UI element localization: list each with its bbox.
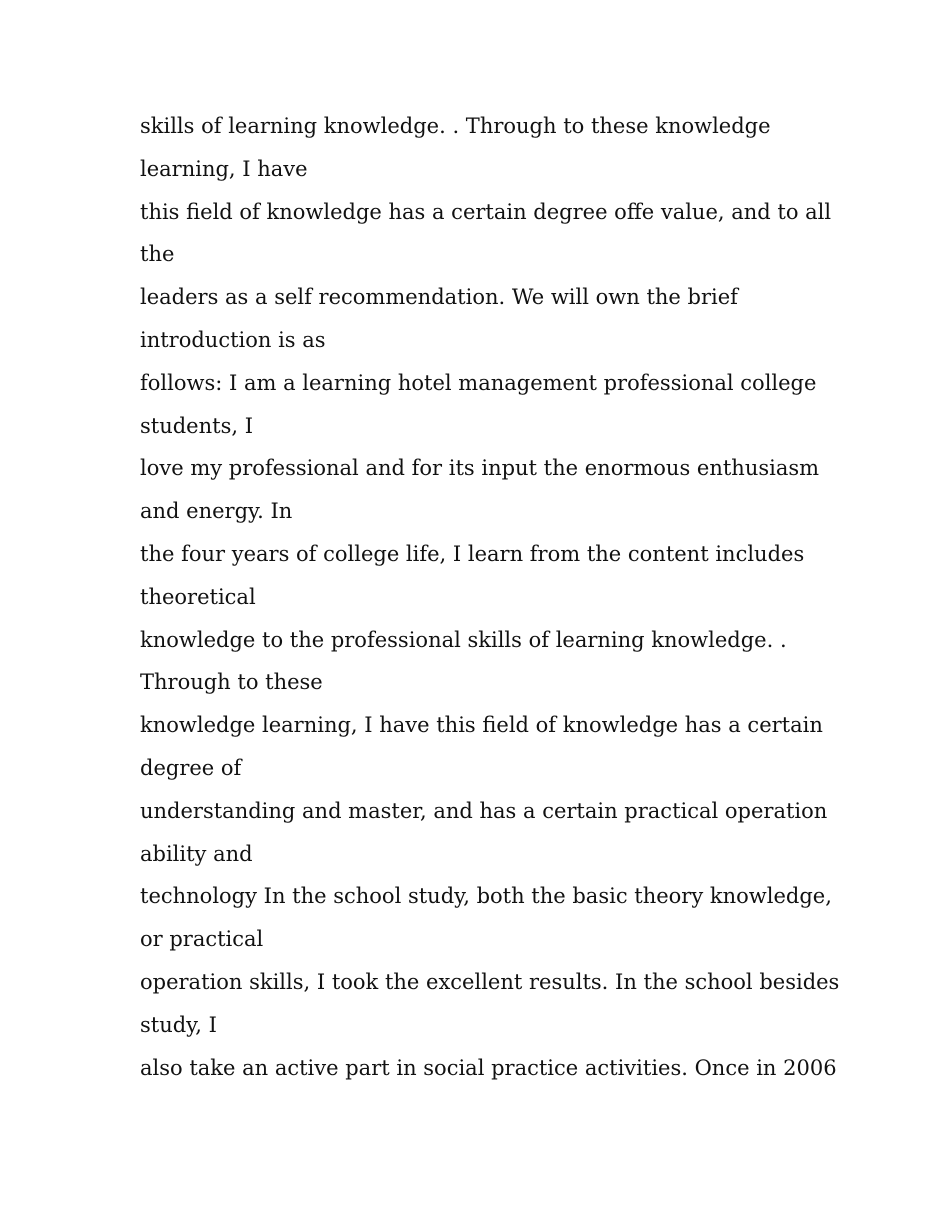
text-line: or practical — [140, 927, 264, 952]
text-line: operation skills, I took the excellent results. In the school besides — [140, 969, 840, 994]
text-line: the four years of college life, I learn from the content includes — [140, 541, 805, 566]
text-line: study, I — [140, 1012, 217, 1037]
text-line: ability and — [140, 841, 253, 866]
text-line: love my professional and for its input the enormous enthusiasm — [140, 456, 820, 481]
text-line: knowledge to the professional skills of learning knowledge. . — [140, 627, 787, 652]
text-line: this field of knowledge has a certain degree offe value, and to all — [140, 199, 832, 224]
text-line: skills of learning knowledge. . Through to these knowledge — [140, 114, 771, 138]
body-text — [140, 105, 840, 1089]
text-line: Through to these — [140, 670, 323, 695]
text-line: students, I — [140, 413, 253, 438]
text-line: the — [140, 242, 175, 267]
text-line: introduction is as — [140, 327, 326, 352]
text-line: learning, I have — [140, 156, 308, 181]
text-line: follows: I am a learning hotel management professional college — [140, 370, 817, 395]
text-line: and energy. In — [140, 499, 293, 524]
text-line: leaders as a self recommendation. We will own the brief — [140, 285, 738, 310]
text-line: technology In the school study, both the basic theory knowledge, — [140, 884, 832, 909]
text-line: also take an active part in social practice activities. Once in 2006 — [140, 1055, 837, 1080]
text-line: understanding and master, and has a certain practical operation — [140, 798, 828, 823]
text-line: theoretical — [140, 584, 256, 609]
text-line: knowledge learning, I have this field of knowledge has a certain — [140, 713, 823, 738]
text-line: degree of — [140, 755, 242, 780]
